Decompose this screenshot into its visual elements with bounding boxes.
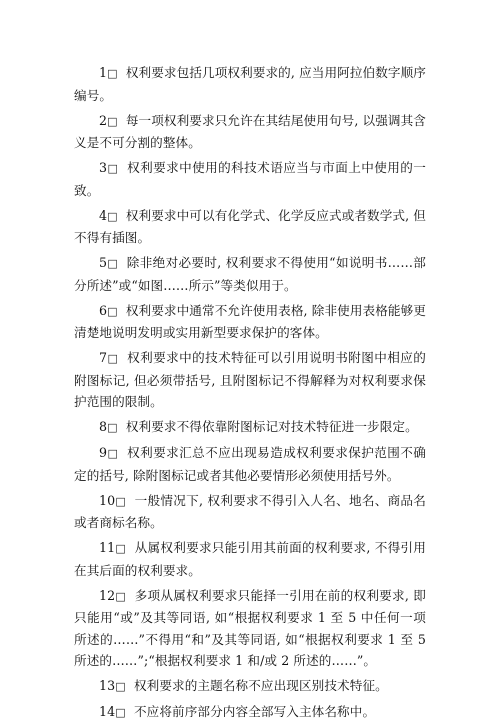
rule-item (74, 347, 426, 413)
rule-text: 权利要求不得依靠附图标记对技术特征进一步限定。 (125, 419, 418, 434)
rule-marker: □ (107, 421, 118, 434)
rule-marker: □ (107, 162, 119, 175)
rule-number: 7 (99, 350, 108, 365)
rule-number: 3 (99, 160, 108, 175)
rule-item (74, 675, 426, 698)
rule-number: 6 (99, 302, 108, 318)
rule-number: 10 (99, 492, 116, 508)
rule-text: 权利要求中可以有化学式、化学反应式或者数学式, 但不得有插图。 (74, 207, 427, 245)
rule-number: 9 (99, 445, 108, 460)
rule-marker: □ (107, 304, 118, 318)
rule-item (74, 537, 426, 581)
rule-text: 多项从属权利要求只能择一引用在前的权利要求, 即只能用“或”及其等同语, 如“根据权利要求 1 至 5 中任何一项所述的……”不得用“和”及其等同语, 如“根据权利要求 1 至 5 所述的……”;“根据权利要求 1 和/或 2 所述的……”。 (74, 587, 426, 668)
rule-marker: □ (107, 447, 119, 460)
rules-list (74, 62, 426, 727)
rule-number: 13 (99, 678, 116, 693)
rule-item (74, 157, 426, 201)
rule-number: 1 (99, 65, 108, 80)
rule-marker: □ (115, 589, 127, 603)
rule-item (74, 416, 426, 439)
rule-number: 14 (99, 704, 116, 719)
rule-text: 权利要求包括几项权利要求的, 应当用阿拉伯数字顺序编号。 (74, 65, 427, 103)
rule-item (74, 62, 426, 106)
rule-text: 权利要求中的技术特征可以引用说明书附图中相应的附图标记, 但必须带括号, 且附图标记不得解释为对权利要求保护范围的限制。 (74, 350, 426, 409)
rule-number: 2 (99, 112, 108, 128)
rule-text: 权利要求的主题名称不应出现区别技术特征。 (133, 678, 388, 693)
rule-number: 8 (99, 419, 108, 434)
rule-text: 除非绝对必要时, 权利要求不得使用“如说明书……部分所述”或“如图……所示”等类似用于。 (74, 255, 426, 293)
rule-marker: □ (115, 542, 127, 555)
rule-text: 每一项权利要求只允许在其结尾使用句号, 以强调其含义是不可分割的整体。 (74, 112, 427, 150)
rule-item (74, 585, 426, 672)
rule-marker: □ (107, 209, 118, 223)
rule-text: 从属权利要求只能引用其前面的权利要求, 不得引用在其后面的权利要求。 (74, 540, 426, 578)
rule-marker: □ (115, 680, 126, 693)
rule-number: 5 (99, 255, 108, 270)
rule-marker: □ (107, 67, 118, 80)
rule-item (74, 252, 426, 296)
rule-text: 一般情况下, 权利要求不得引入人名、地名、商品名或者商标名称。 (74, 492, 426, 530)
rule-item (74, 442, 426, 486)
rule-marker: □ (107, 114, 118, 128)
rule-item (74, 490, 426, 534)
rule-number: 4 (99, 207, 108, 223)
rule-marker: □ (107, 257, 119, 270)
rule-text: 权利要求中通常不允许使用表格, 除非使用表格能够更清楚地说明发明或实用新型要求保护的客体。 (74, 302, 427, 340)
rule-item (74, 300, 426, 344)
rule-item (74, 701, 426, 724)
rule-number: 11 (99, 540, 116, 555)
rule-text: 权利要求中使用的科技术语应当与市面上中使用的一致。 (74, 160, 426, 198)
rule-item (74, 205, 426, 249)
rule-text: 权利要求汇总不应出现易造成权利要求保护范围不确定的括号, 除附图标记或者其他必要情形必须使用括号外。 (74, 445, 426, 483)
rule-number: 12 (99, 587, 116, 603)
rule-text: 不应将前序部分内容全部写入主体名称中。 (133, 704, 376, 719)
rule-marker: □ (115, 494, 127, 508)
rule-item (74, 110, 426, 154)
rule-marker: □ (115, 706, 126, 719)
rule-marker: □ (107, 352, 119, 365)
